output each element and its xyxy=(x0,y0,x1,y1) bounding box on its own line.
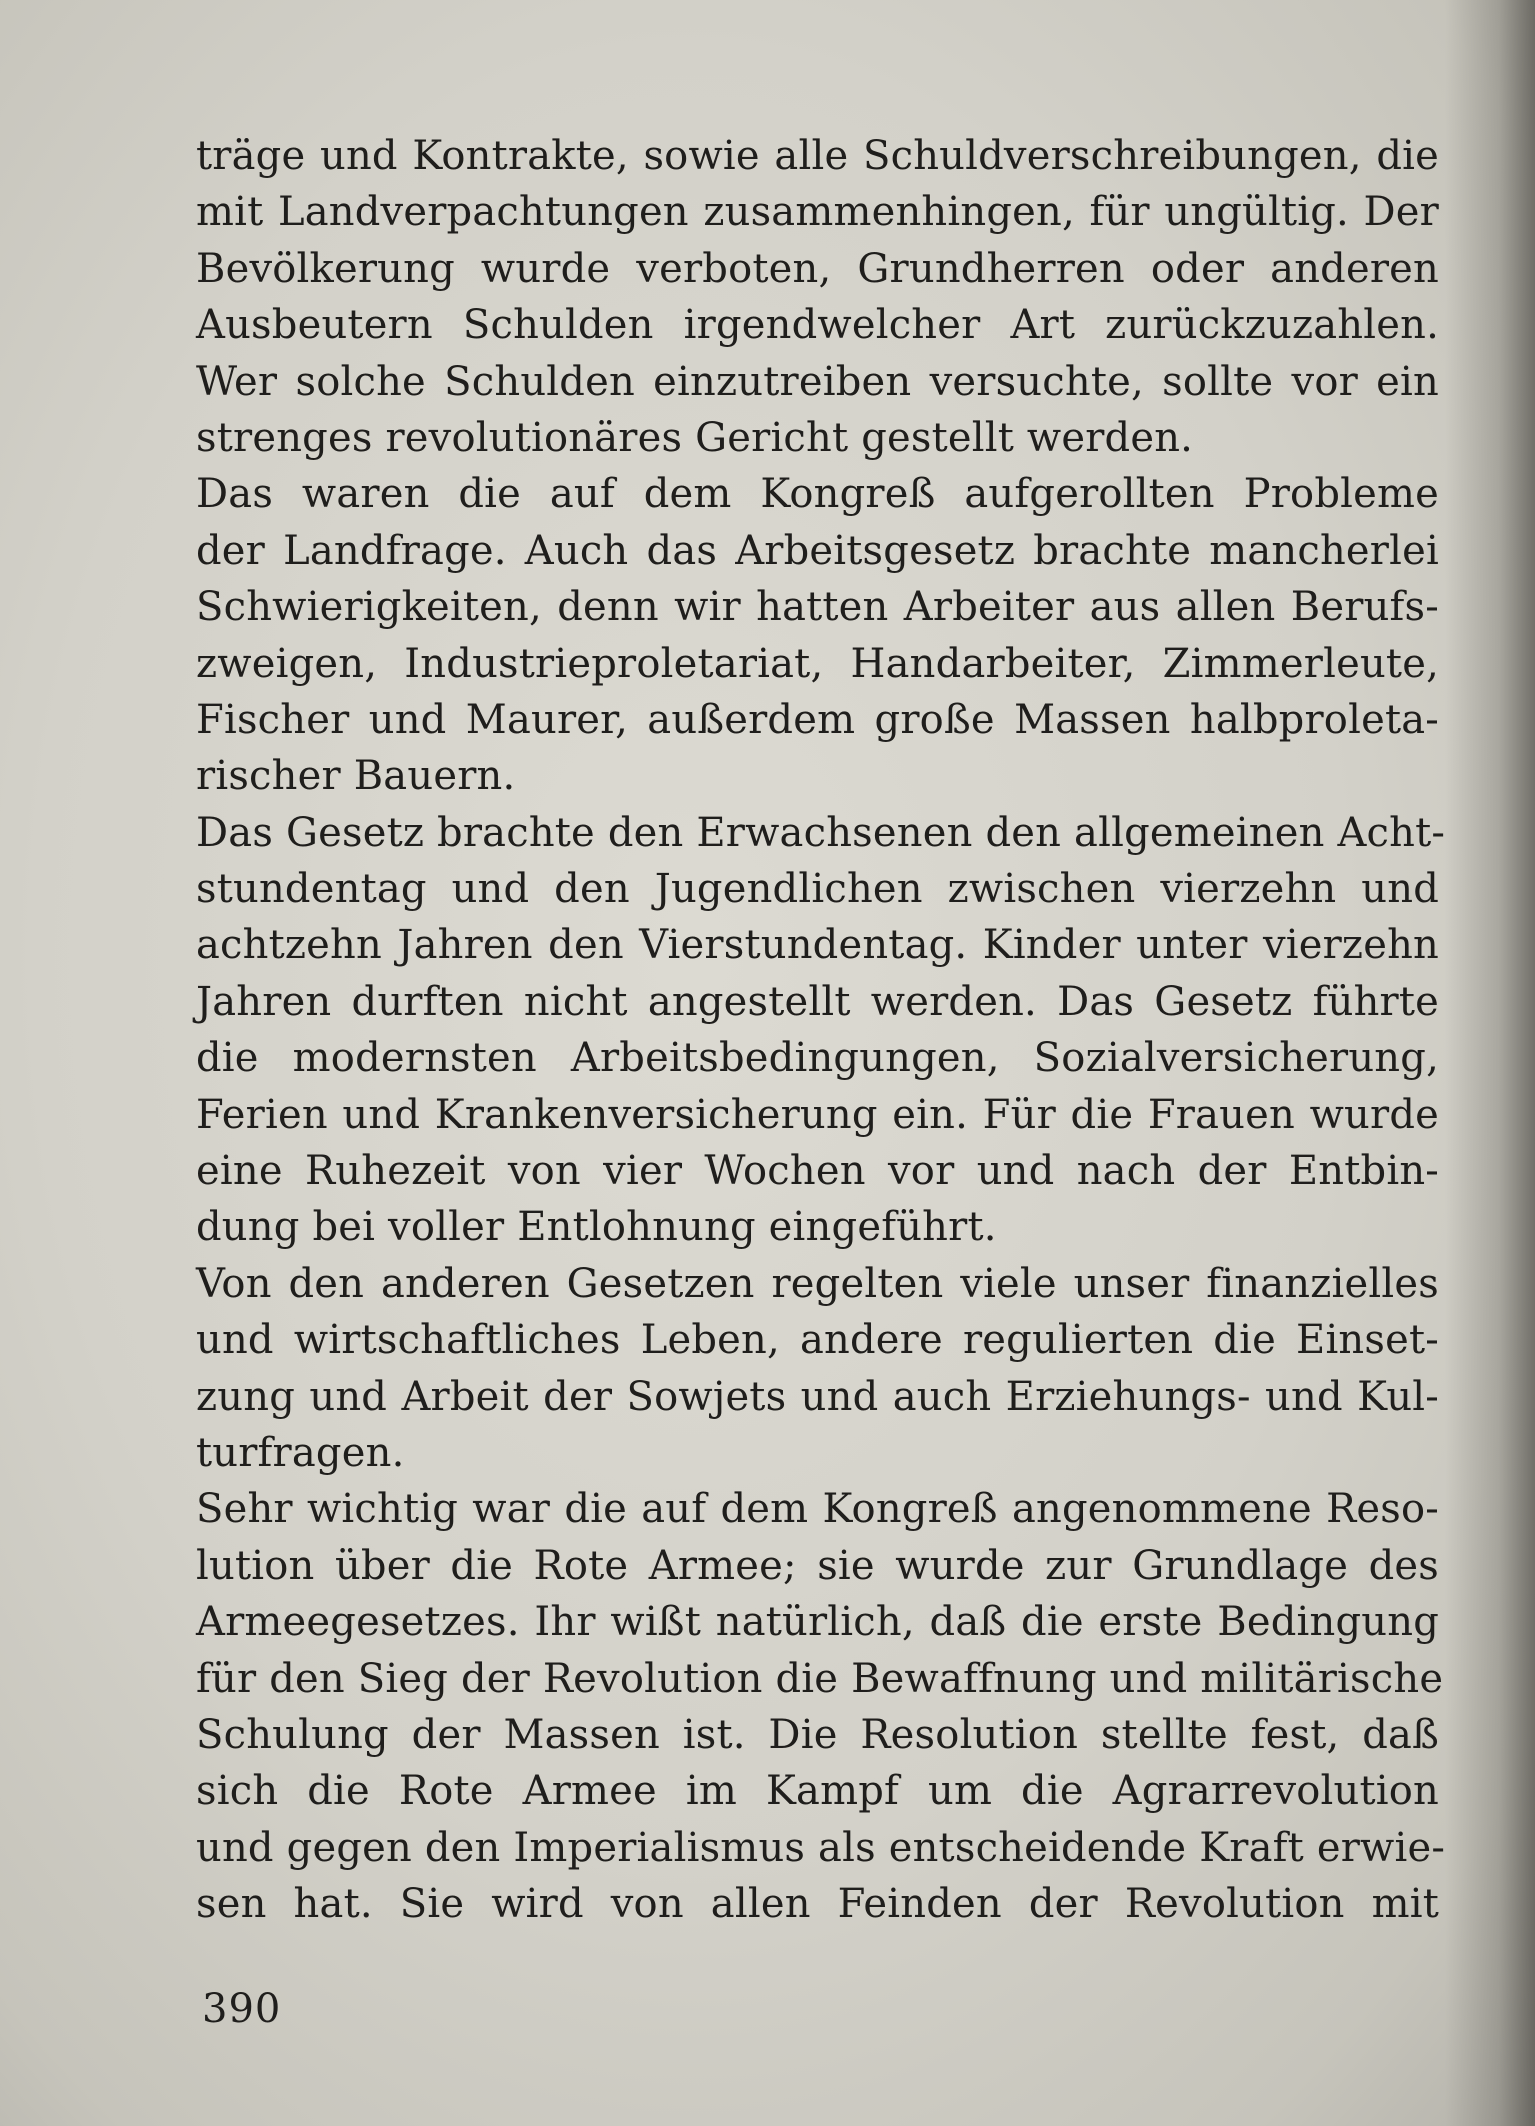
body-text xyxy=(196,128,1446,1933)
text-line: Wer solche Schulden einzutreiben versuchte, sollte vor ein xyxy=(196,358,1439,405)
text-line: Jahren durften nicht angestellt werden. Das Gesetz führte xyxy=(196,978,1439,1025)
text-line: der Landfrage. Auch das Arbeitsgesetz brachte mancherlei xyxy=(196,527,1439,574)
text-line: turfragen. xyxy=(196,1429,405,1476)
text-line: für den Sieg der Revolution die Bewaffnung und militärische xyxy=(196,1655,1444,1702)
text-line: sen hat. Sie wird von allen Feinden der Revolution mit xyxy=(196,1881,1439,1928)
text-line: Bevölkerung wurde verboten, Grundherren oder anderen xyxy=(196,245,1439,292)
text-line: achtzehn Jahren den Vierstundentag. Kinder unter vierzehn xyxy=(196,922,1439,969)
text-line: und gegen den Imperialismus als entscheidende Kraft erwie- xyxy=(196,1824,1446,1871)
text-line: träge und Kontrakte, sowie alle Schuldverschreibungen, die xyxy=(196,133,1439,179)
text-line: Von den anderen Gesetzen regelten viele unser finanzielles xyxy=(196,1260,1439,1307)
text-line: mit Landverpachtungen zusammenhingen, für ungültig. Der xyxy=(196,189,1439,236)
text-line: Armeegesetzes. Ihr wißt natürlich, daß die erste Bedingung xyxy=(196,1599,1439,1646)
text-line: zung und Arbeit der Sowjets und auch Erziehungs- und Kul- xyxy=(196,1373,1439,1420)
text-line: sich die Rote Armee im Kampf um die Agrarrevolution xyxy=(196,1768,1439,1815)
text-line: Schwierigkeiten, denn wir hatten Arbeiter aus allen Berufs- xyxy=(196,584,1439,631)
text-line: Das Gesetz brachte den Erwachsenen den allgemeinen Acht- xyxy=(196,809,1446,856)
text-line: Ausbeutern Schulden irgendwelcher Art zurückzuzahlen. xyxy=(196,302,1439,349)
page-number: 390 xyxy=(202,1986,282,2032)
text-line: lution über die Rote Armee; sie wurde zur Grundlage des xyxy=(196,1542,1439,1589)
text-line: stundentag und den Jugendlichen zwischen vierzehn und xyxy=(196,866,1439,913)
text-line: Ferien und Krankenversicherung ein. Für die Frauen wurde xyxy=(196,1091,1439,1138)
text-line: zweigen, Industrieproletariat, Handarbeiter, Zimmerleute, xyxy=(196,640,1439,687)
text-line: rischer Bauern. xyxy=(196,753,516,800)
text-line: dung bei voller Entlohnung eingeführt. xyxy=(196,1204,997,1251)
text-line: Schulung der Massen ist. Die Resolution stellte fest, daß xyxy=(196,1711,1439,1758)
text-line: und wirtschaftliches Leben, andere regulierten die Einset- xyxy=(196,1317,1439,1364)
text-line: eine Ruhezeit von vier Wochen vor und nach der Entbin- xyxy=(196,1148,1439,1195)
text-line: Das waren die auf dem Kongreß aufgerollten Probleme xyxy=(196,471,1439,518)
text-line: Fischer und Maurer, außerdem große Massen halbproleta- xyxy=(196,696,1439,743)
text-line: strenges revolutionäres Gericht gestellt werden. xyxy=(196,414,1194,461)
text-line: Sehr wichtig war die auf dem Kongreß angenommene Reso- xyxy=(196,1486,1439,1533)
text-line: die modernsten Arbeitsbedingungen, Sozialversicherung, xyxy=(196,1035,1439,1082)
